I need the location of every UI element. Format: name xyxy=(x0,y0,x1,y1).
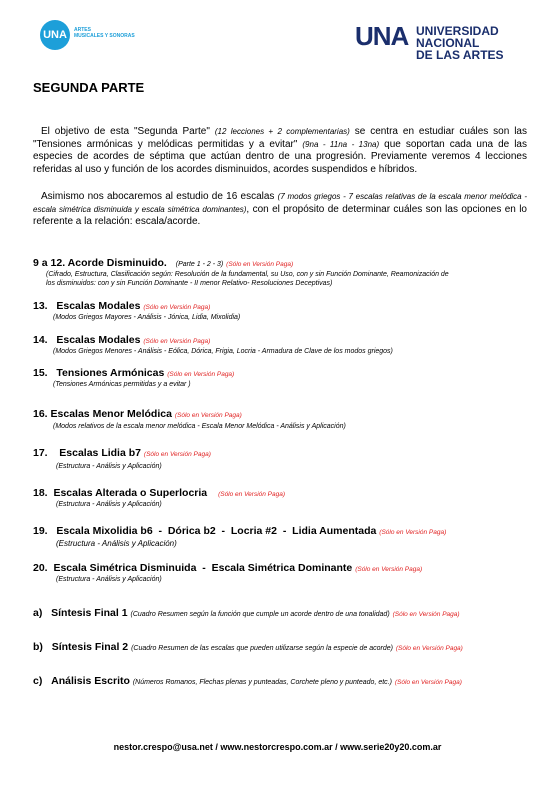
lesson-13: 13. Escalas Modales (Sólo en Versión Paga) xyxy=(33,300,211,312)
lesson-14-description: (Modos Griegos Menores - Análisis - Eólica, Dórica, Frigia, Locria - Armadura de Clave de los modos griegos) xyxy=(53,348,393,355)
lesson-16: 16. Escalas Menor Melódica (Sólo en Versión Paga) xyxy=(33,408,242,420)
paid-note: (Sólo en Versión Paga) xyxy=(394,679,462,686)
paid-note: (Sólo en Versión Paga) xyxy=(167,371,235,378)
paid-note: (Sólo en Versión Paga) xyxy=(392,611,460,618)
paid-note: (Sólo en Versión Paga) xyxy=(143,338,211,345)
lesson-20-description: (Estructura - Análisis y Aplicación) xyxy=(56,576,162,583)
summary-c: c) Análisis Escrito (Números Romanos, Flechas plenas y punteadas, Corchete pleno y punteado, etc.) (Sólo en Versión Paga) xyxy=(33,675,462,687)
intro-paragraph-2: Asimismo nos abocaremos al estudio de 16 escalas (7 modos griegos - 7 escalas relativas de la escala menor melódica - escala simétrica disminuida y escala simétrica dominantes), con el propósito de determinar cuáles son las opciones en lo referente a la relación: escala/acorde. xyxy=(33,191,527,227)
lesson-15: 15. Tensiones Armónicas (Sólo en Versión Paga) xyxy=(33,367,235,379)
page-title: SEGUNDA PARTE xyxy=(33,80,145,95)
lesson-19: 19. Escala Mixolidia b6 - Dórica b2 - Locria #2 - Lidia Aumentada (Sólo en Versión Paga) xyxy=(33,525,447,537)
footer-contact: nestor.crespo@usa.net / www.nestorcrespo.com.ar / www.serie20y20.com.ar xyxy=(113,742,442,752)
una-artes-logo xyxy=(40,20,180,52)
paid-note: (Sólo en Versión Paga) xyxy=(174,412,242,419)
paid-note: (Sólo en Versión Paga) xyxy=(226,261,294,268)
lesson-15-description: (Tensiones Armónicas permitidas y a evitar ) xyxy=(53,381,191,388)
paid-note: (Sólo en Versión Paga) xyxy=(395,645,463,652)
una-wordmark: UNA xyxy=(355,21,409,51)
lesson-9-12-description: (Cifrado, Estructura, Clasificación según: Resolución de la fundamental, su Uso, con y sin Función Dominante, Reamonización de los disminuidos: con y sin Función Dominante - II menor Relativo- Resoluciones Deceptivas) xyxy=(46,271,449,287)
lesson-17-description: (Estructura - Análisis y Aplicación) xyxy=(56,463,162,470)
lesson-9-12: 9 a 12. Acorde Disminuido. (Parte 1 - 2 - 3) (Sólo en Versión Paga) xyxy=(33,257,294,269)
university-name: UNIVERSIDAD NACIONAL DE LAS ARTES xyxy=(416,24,504,62)
paid-note: (Sólo en Versión Paga) xyxy=(379,529,447,536)
intro-paragraph-1: El objetivo de esta "Segunda Parte" (12 lecciones + 2 complementarias) se centra en estudiar cuáles son las "Tensiones armónicas y melódicas permitidas y a evitar" (9na - 11na - 13na) que soportan cada una de las especies de acordes de séptima que actúan dentro de una progresión. Previamente veremos 4 lecciones referidas al uso y función de los acordes disminuidos, acordes suspendidos e híbridos. xyxy=(33,126,527,175)
lesson-14: 14. Escalas Modales (Sólo en Versión Paga) xyxy=(33,334,211,346)
paid-note: (Sólo en Versión Paga) xyxy=(143,304,211,311)
summary-a: a) Síntesis Final 1 (Cuadro Resumen según la función que cumple un acorde dentro de una tonalidad) (Sólo en Versión Paga) xyxy=(33,607,460,619)
summary-b: b) Síntesis Final 2 (Cuadro Resumen de las escalas que pueden utilizarse según la especie de acorde) (Sólo en Versión Paga) xyxy=(33,641,463,653)
paid-note: (Sólo en Versión Paga) xyxy=(355,566,423,573)
paid-note: (Sólo en Versión Paga) xyxy=(143,451,211,458)
logo-subtitle: ARTES MUSICALES Y SONORAS xyxy=(74,27,135,39)
lesson-13-description: (Modos Griegos Mayores - Análisis - Jónica, Lidia, Mixolidia) xyxy=(53,314,241,321)
university-logo xyxy=(355,21,545,62)
lesson-19-description: (Estructura - Análisis y Aplicación) xyxy=(56,539,177,548)
lesson-20: 20. Escala Simétrica Disminuida - Escala Simétrica Dominante (Sólo en Versión Paga) xyxy=(33,562,423,574)
lesson-16-description: (Modos relativos de la escala menor melódica - Escala Menor Melódica - Análisis y Aplicación) xyxy=(53,423,346,430)
lesson-18-description: (Estructura - Análisis y Aplicación) xyxy=(56,501,162,508)
paid-note: (Sólo en Versión Paga) xyxy=(218,491,286,498)
lesson-17: 17. Escalas Lidia b7 (Sólo en Versión Paga) xyxy=(33,447,211,459)
lesson-18: 18. Escalas Alterada o Superlocria (Sólo en Versión Paga) xyxy=(33,487,286,499)
una-badge: UNA xyxy=(40,20,70,50)
